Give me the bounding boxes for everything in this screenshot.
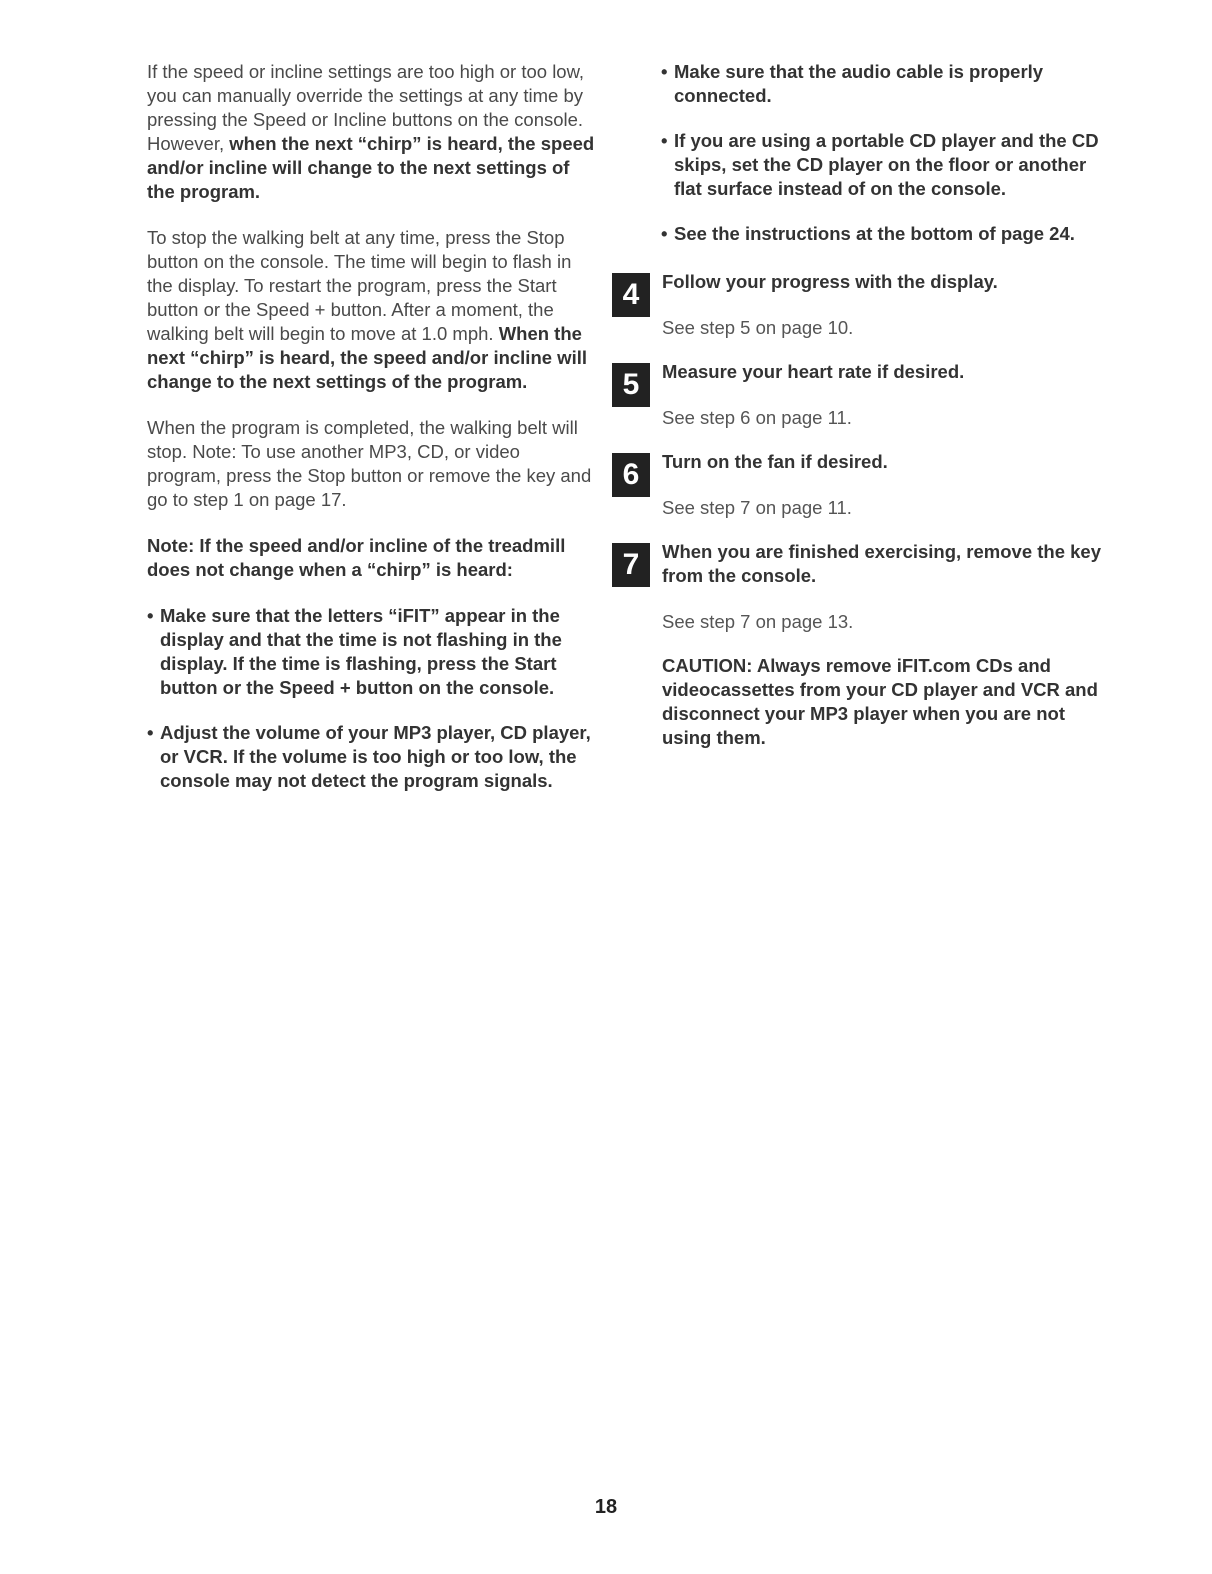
paragraph-completed: When the program is completed, the walking belt will stop. Note: To use another MP3, CD, or video program, press the Stop button or remove the key and go to step 1 on page 17. <box>147 417 592 510</box>
override-text: If the speed or incline settings are too high or too low, you can manually override the settings at any time by pressing the Speed or Incline buttons on the console. However, <box>147 61 585 154</box>
bullet-text: If you are using a portable CD player and the CD skips, set the CD player on the floor or another flat surface instead of on the console. <box>674 130 1099 199</box>
step-4 <box>610 270 1110 340</box>
step-number-badge: 4 <box>612 273 650 317</box>
override-bold: when the next “chirp” is heard, the speed and/or incline will change to the next settings of the program. <box>147 133 595 202</box>
bullet-dot: • <box>661 223 668 244</box>
right-bullet-3 <box>661 222 1110 246</box>
paragraph-stop <box>147 226 597 394</box>
step-7 <box>610 540 1110 634</box>
stop-bold: When the next “chirp” is heard, the speed and/or incline will change to the next settings of the program. <box>147 323 587 392</box>
page-number: 18 <box>594 1496 618 1518</box>
left-bullet-2 <box>147 721 597 793</box>
bullet-dot: • <box>147 605 154 626</box>
bullet-text: Adjust the volume of your MP3 player, CD player, or VCR. If the volume is too high or too low, the console may not detect the program signals. <box>160 722 591 791</box>
bullet-text: See the instructions at the bottom of page 24. <box>674 223 1075 244</box>
stop-text: To stop the walking belt at any time, press the Stop button on the console. The time will begin to flash in the display. To restart the program, press the Start button or the Speed + button. After a moment, the walking belt will begin to move at 1.0 mph. <box>147 227 572 344</box>
step-reference: See step 6 on page 11. <box>662 407 852 428</box>
step-5 <box>610 360 1110 430</box>
right-bullet-2 <box>661 129 1110 201</box>
paragraph-override <box>147 60 597 204</box>
note-heading: Note: If the speed and/or incline of the treadmill does not change when a “chirp” is heard: <box>147 535 566 580</box>
step-reference: See step 5 on page 10. <box>662 317 854 338</box>
bullet-dot: • <box>661 61 668 82</box>
step-title: Turn on the fan if desired. <box>662 451 888 472</box>
bullet-text: Make sure that the audio cable is properly connected. <box>674 61 1044 106</box>
step-reference: See step 7 on page 11. <box>662 497 852 518</box>
right-bullet-1 <box>661 60 1110 108</box>
step-title: Measure your heart rate if desired. <box>662 361 965 382</box>
step-number-badge: 7 <box>612 543 650 587</box>
bullet-dot: • <box>661 130 668 151</box>
caution-text: CAUTION: Always remove iFIT.com CDs and videocassettes from your CD player and VCR and disconnect your MP3 player when you are not using them. <box>662 655 1098 748</box>
step-reference: See step 7 on page 13. <box>662 611 854 632</box>
bullet-dot: • <box>147 722 154 743</box>
step-6 <box>610 450 1110 520</box>
step-title: Follow your progress with the display. <box>662 271 998 292</box>
bullet-text: Make sure that the letters “iFIT” appear in the display and that the time is not flashing in the display. If the time is flashing, press the Start button or the Speed + button on the console. <box>160 605 562 698</box>
right-column <box>610 60 1110 750</box>
step-number-badge: 6 <box>612 453 650 497</box>
step-title: When you are finished exercising, remove the key from the console. <box>662 541 1102 586</box>
step-number-badge: 5 <box>612 363 650 407</box>
left-column <box>147 60 597 814</box>
left-bullet-1 <box>147 604 597 700</box>
